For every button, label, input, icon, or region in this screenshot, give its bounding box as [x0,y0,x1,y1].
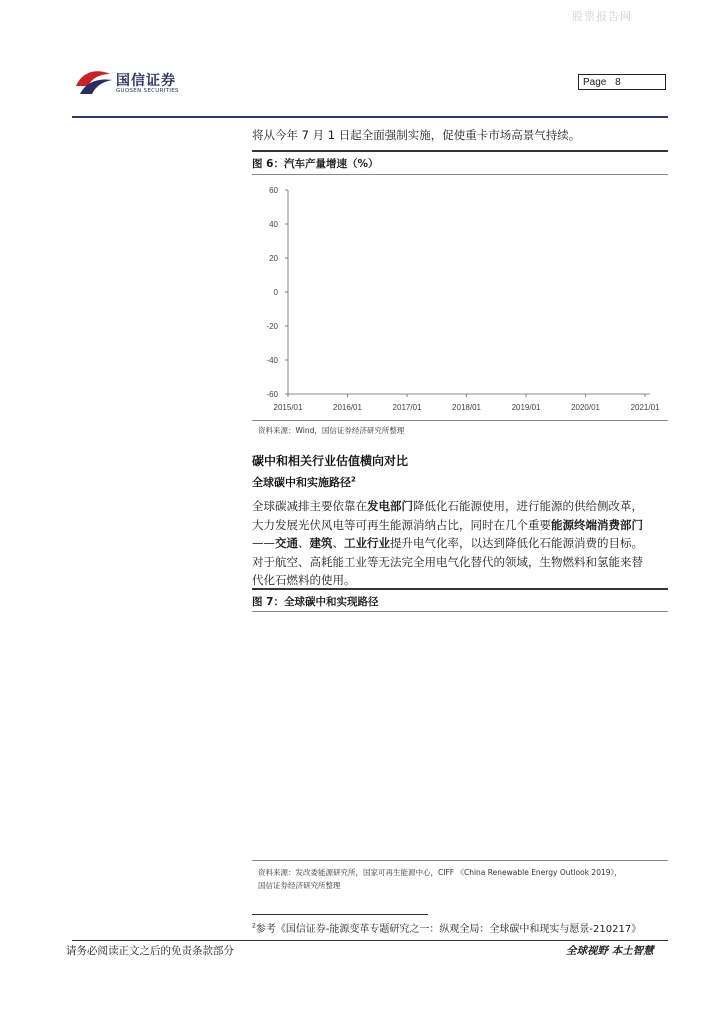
body-line [252,534,668,553]
company-name-en: GUOSEN SECURITIES [116,88,179,94]
keyword-text: 能源终端消费部门 [551,517,643,532]
figure7-source [258,866,622,892]
body-line [252,516,668,535]
footer-divider [72,940,668,941]
body-text: 、 [332,536,344,551]
carbon-neutral-path-diagram [252,614,668,850]
section-subheading [252,474,356,490]
body-text: —— [252,536,275,551]
page-label: Page [583,77,607,88]
production-growth-chart [252,178,668,416]
x-tick-label: 2018/01 [452,403,481,412]
keyword-text: 发电部门 [367,499,413,513]
y-tick-label: -40 [266,356,278,365]
body-text: 代化石燃料的使用。 [252,573,356,588]
body-text: 提升电气化率，以达到降低化石能源消费的目标。 [390,536,643,551]
figure7-top-rule [252,588,668,590]
body-text: 大力发展光伏风电等可再生能源消纳占比，同时在几个重要 [252,517,551,532]
body-line [252,497,668,516]
x-tick-label: 2021/01 [630,403,660,412]
section-heading: 碳中和相关行业估值横向对比 [252,454,409,468]
company-logo-icon [74,68,114,98]
y-tick-label: 20 [269,254,278,263]
header-divider [72,116,668,118]
x-tick-label: 2015/01 [273,403,303,412]
footer-disclaimer: 请务必阅读正文之后的免责条款部分 [66,945,234,957]
watermark-text: 股票报告网 [572,10,632,23]
body-line [252,553,668,572]
figure7-caption-rule [252,611,668,612]
figure6-caption: 图 6：汽车产量增速（%） [252,158,379,170]
figure6-source: 资料来源：Wind，国信证券经济研究所整理 [258,426,405,435]
keyword-text: 工业行业 [344,536,390,551]
section-body [252,497,668,590]
figure6-caption-rule [252,174,668,175]
intro-paragraph: 将从今年 7 月 1 日起全面强制实施，促使重卡市场高景气持续。 [252,128,581,142]
y-tick-label: -20 [266,322,278,331]
figure6-top-rule [252,150,668,152]
y-tick-label: -60 [266,390,278,399]
footnote-text: 参考《国信证券-能源变革专题研究之一：纵观全局：全球碳中和现实与愿景-210217》 [255,924,642,935]
footnote-marker: 2 [252,922,256,930]
keyword-text: 建筑 [309,536,333,551]
page-number: 8 [615,77,621,88]
figure6-bottom-rule [252,420,668,421]
body-text: 全球碳减排主要依靠在 [252,499,367,513]
figure7-source-line-1: 资料来源：发改委能源研究所，国家可再生能源中心，CIFF 《China Renewable Energy Outlook 2019》， [258,868,622,877]
footer-slogan: 全球视野 本土智慧 [566,945,654,957]
page-indicator [578,74,666,90]
x-tick-label: 2019/01 [511,403,541,412]
y-tick-label: 60 [269,186,278,195]
company-name: 国信证券 [116,73,176,89]
footnote [252,920,641,935]
body-text: 对于航空、高耗能工业等无法完全用电气化替代的领域，生物燃料和氢能来替 [252,554,643,569]
keyword-text: 交通 [275,536,298,551]
body-text: 、 [298,536,310,551]
subheading-text: 全球碳中和实施路径 [252,476,351,489]
x-tick-label: 2020/01 [571,403,600,412]
x-tick-label: 2016/01 [333,403,362,412]
x-tick-label: 2017/01 [392,403,422,412]
figure7-source-line-2: 国信证券经济研究所整理 [258,881,341,890]
y-tick-label: 0 [273,288,278,297]
figure7-bottom-rule [252,860,668,861]
figure7-caption: 图 7：全球碳中和实现路径 [252,596,379,608]
y-tick-label: 40 [269,220,278,229]
footnote-rule [252,914,428,915]
body-text: 降低化石能源使用，进行能源的供给侧改革， [413,499,643,513]
footnote-ref: 2 [351,475,356,484]
